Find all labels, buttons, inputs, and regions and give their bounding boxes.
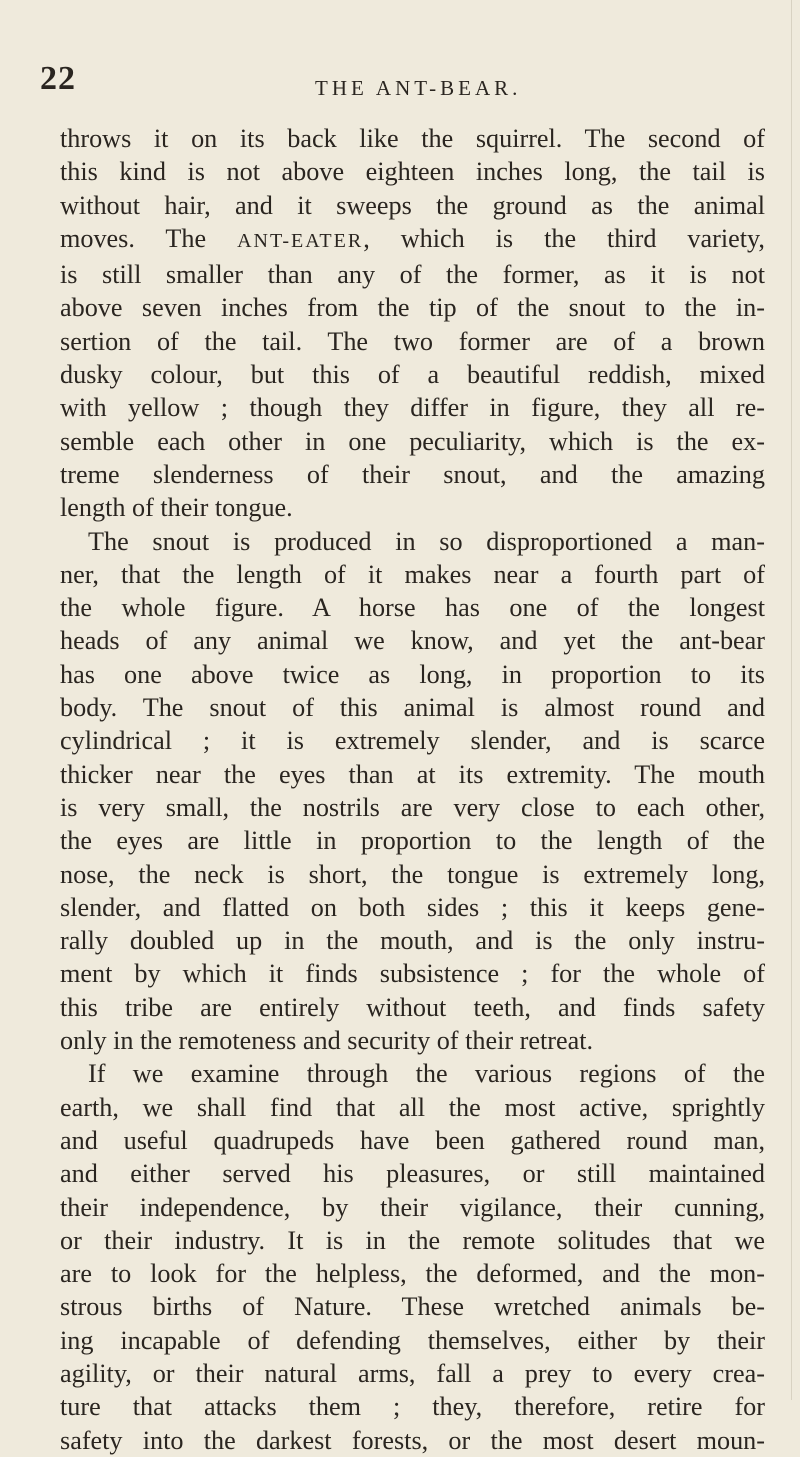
text-line: this kind is not above eighteen inches long, the tail is	[60, 157, 765, 187]
text-line: the eyes are little in proportion to the length of the	[60, 826, 765, 856]
text-line: ner, that the length of it makes near a fourth part of	[60, 559, 765, 589]
text-line: body. The snout of this animal is almost round and	[60, 693, 765, 723]
text-line: length of their tongue.	[60, 493, 293, 523]
text-line: ture that attacks them ; they, therefore, retire for	[60, 1392, 765, 1422]
text-line: ment by which it finds subsistence ; for the whole of	[60, 959, 765, 989]
running-head: THE ANT-BEAR.	[315, 76, 522, 100]
page-number: 22	[40, 60, 76, 97]
text-line: safety into the darkest forests, or the most desert moun-	[60, 1425, 765, 1455]
small-caps-term: ANT-EATER	[237, 229, 364, 252]
text-line: their independence, by their vigilance, their cunning,	[60, 1192, 765, 1222]
text-line: treme slenderness of their snout, and the amazing	[60, 459, 765, 489]
text-line: this tribe are entirely without teeth, and finds safety	[60, 992, 765, 1022]
text-line: and either served his pleasures, or still maintained	[60, 1159, 765, 1189]
text-line	[60, 222, 765, 258]
text-segment: moves. The	[60, 223, 238, 253]
text-line: rally doubled up in the mouth, and is the only instru-	[60, 926, 765, 956]
text-line: sertion of the tail. The two former are of a brown	[60, 326, 765, 356]
text-line: slender, and flatted on both sides ; this it keeps gene-	[60, 892, 765, 922]
text-line: The snout is produced in so disproportioned a man-	[88, 526, 765, 556]
text-line: are to look for the helpless, the deformed, and the mon-	[60, 1259, 765, 1289]
text-line: agility, or their natural arms, fall a prey to every crea-	[60, 1358, 765, 1388]
text-line: only in the remoteness and security of their retreat.	[60, 1026, 594, 1056]
page-edge	[791, 0, 792, 1400]
text-line: earth, we shall find that all the most active, sprightly	[60, 1092, 765, 1122]
text-line: dusky colour, but this of a beautiful reddish, mixed	[60, 360, 765, 390]
text-line: is very small, the nostrils are very close to each other,	[60, 792, 765, 822]
text-line: heads of any animal we know, and yet the ant-bear	[60, 626, 765, 656]
text-line: ing incapable of defending themselves, either by their	[60, 1325, 765, 1355]
text-line: above seven inches from the tip of the snout to the in-	[60, 293, 765, 323]
text-line: semble each other in one peculiarity, which is the ex-	[60, 426, 765, 456]
text-line: thicker near the eyes than at its extremity. The mouth	[60, 759, 765, 789]
text-segment: , which is the third variety,	[363, 223, 765, 253]
text-line: without hair, and it sweeps the ground as the animal	[60, 190, 765, 220]
text-line: the whole figure. A horse has one of the longest	[60, 593, 765, 623]
text-line: is still smaller than any of the former, as it is not	[60, 260, 765, 290]
text-line: or their industry. It is in the remote solitudes that we	[60, 1225, 765, 1255]
text-line: nose, the neck is short, the tongue is extremely long,	[60, 859, 765, 889]
text-line: and useful quadrupeds have been gathered round man,	[60, 1125, 765, 1155]
page-header	[40, 60, 740, 100]
text-line: has one above twice as long, in proportion to its	[60, 659, 765, 689]
text-line: If we examine through the various regions of the	[88, 1059, 765, 1089]
text-line: cylindrical ; it is extremely slender, and is scarce	[60, 726, 765, 756]
text-line: strous births of Nature. These wretched animals be-	[60, 1292, 765, 1322]
text-line: with yellow ; though they differ in figure, they all re-	[60, 393, 765, 423]
body-text	[60, 122, 765, 1457]
text-line: throws it on its back like the squirrel. The second of	[60, 124, 765, 153]
